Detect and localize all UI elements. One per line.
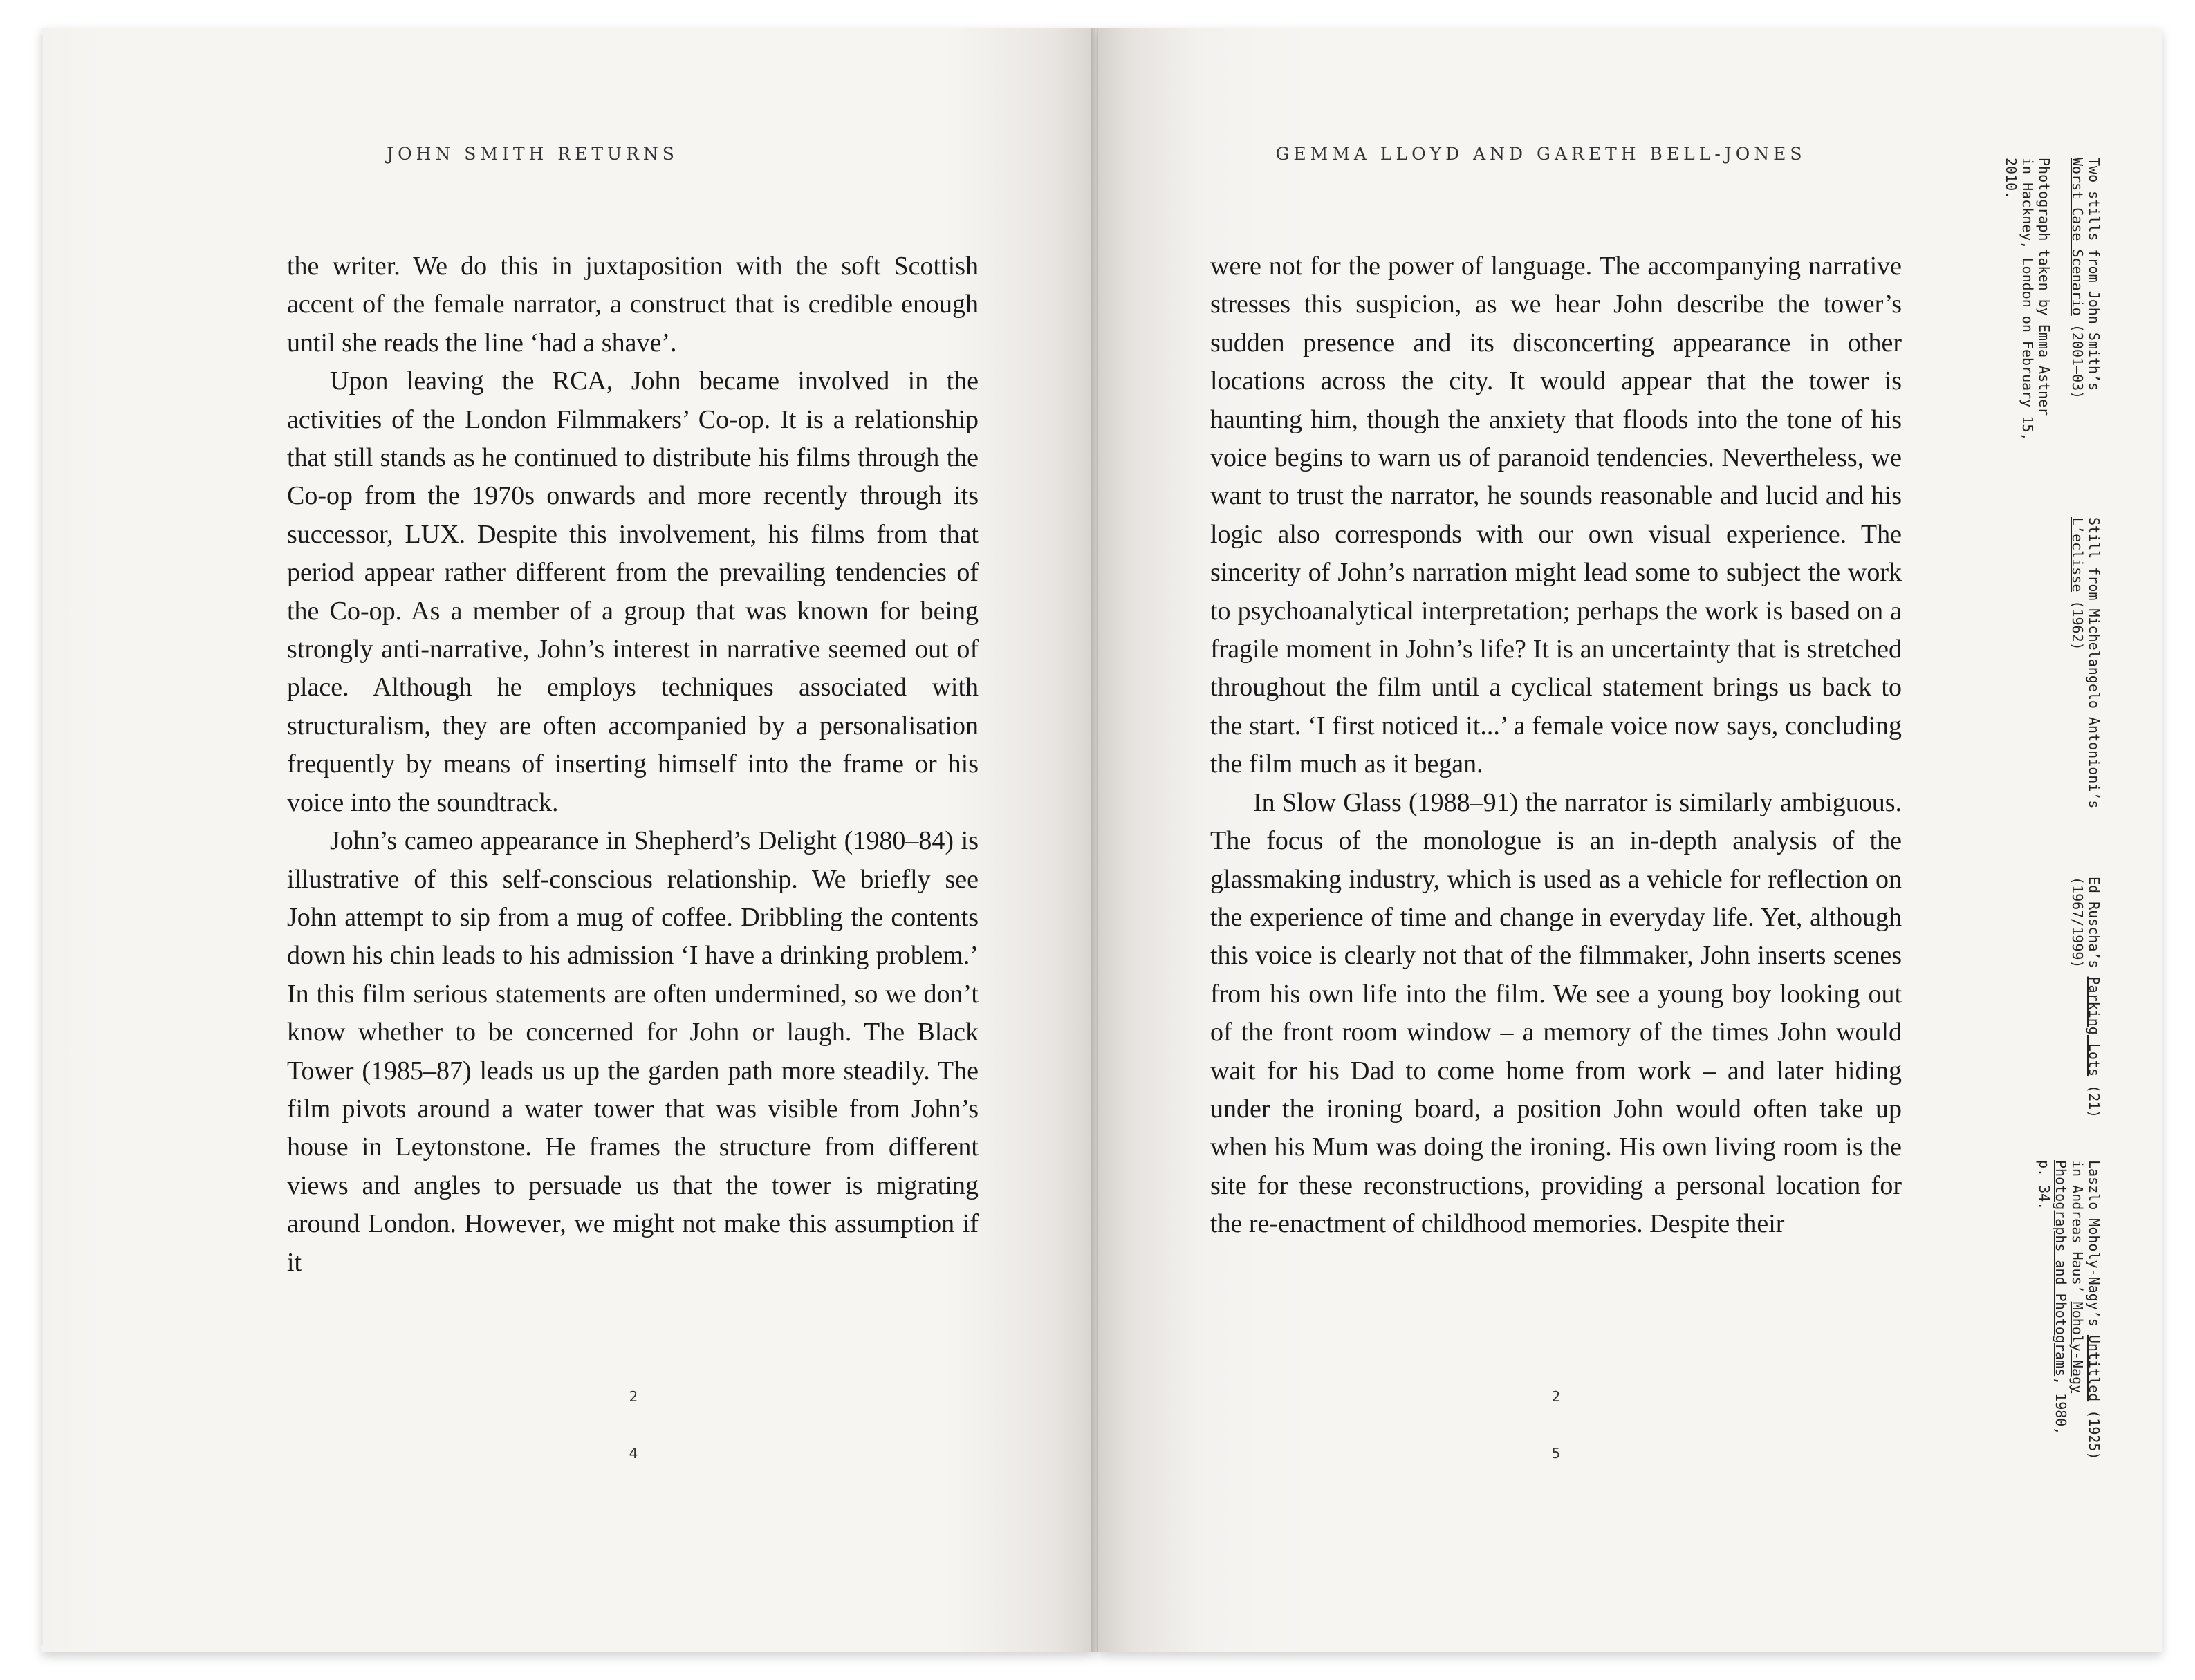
caption-text: Photograph taken by Emma Astner (2036, 158, 2053, 416)
caption-title: L’eclisse (2069, 517, 2086, 592)
page-edge (41, 35, 43, 1645)
caption-text: in Andreas Haus’ (2069, 1160, 2086, 1302)
caption-parking-lots (2069, 877, 2102, 1118)
caption-text: (1962) (2069, 592, 2086, 651)
sidebar-captions (1936, 158, 2102, 1460)
paragraph: the writer. We do this in juxtaposition with the soft Scottish accent of the female narrator, a construct that is credible enough until she reads the line ‘had a shave’. (287, 252, 979, 357)
page-number-top-left: 2 (629, 1388, 638, 1405)
caption-title: Photographs and Photograms (2053, 1160, 2069, 1377)
caption-title: Untitled (2086, 1334, 2102, 1402)
caption-moholy-nagy (2036, 1160, 2102, 1460)
left-page (41, 28, 1095, 1652)
running-head-left: JOHN SMITH RETURNS (387, 144, 678, 164)
caption-text: p. 34. (2036, 1160, 2053, 1211)
caption-worst-case-scenario (2003, 158, 2102, 440)
caption-text: , 1980, (2053, 1376, 2069, 1435)
paragraph: In Slow Glass (1988–91) the narrator is similarly ambiguous. The focus of the monologue is an in-depth analysis of the glassmaking industry, which is used as a vehicle for reflection on the experience of time and change in everyday life. Yet, although this voice is clearly not that of the filmmaker, John inserts scenes from his own life into the film. We see a young boy looking out of the front room window – a memory of the times John would wait for his Dad to come home from work – and later hiding under the ironing board, a position John would often take up when his Mum was doing the ironing. His own living room is the site for these reconstructions, providing a personal location for the re-enactment of childhood memories. Despite their (1210, 787, 1902, 1239)
caption-text: in Hackney, London on February 15, (2019, 158, 2036, 441)
caption-text: Ed Ruscha’s (2086, 877, 2102, 977)
page-number-top-right: 2 (1551, 1388, 1561, 1405)
caption-title: Moholy-Nagy (2069, 1301, 2086, 1394)
caption-text: Two stills from John Smith’s (2086, 158, 2102, 391)
caption-leclisse (2069, 517, 2102, 808)
page-number-bottom-left: 4 (629, 1445, 638, 1462)
caption-text: Laszlo Moholy-Nagy’s (2086, 1160, 2102, 1335)
caption-title: Parking Lots (2086, 976, 2102, 1076)
paragraph: were not for the power of language. The accompanying narrative stresses this suspicion, as we hear John describe the tower’s sudden presence and its disconcerting appearance in other locations across the city. It would appear that the tower is haunting him, though the anxiety that floods into the tone of his voice begins to warn us of paranoid tendencies. Nevertheless, we want to trust the narrator, he sounds reasonable and lucid and his logic also corresponds with our own visual experience. The sincerity of John’s narration might lead some to subject the work to psychoanalytical interpretation; perhaps the work is based on a fragile moment in John’s life? It is an uncertainty that is stretched throughout the film until a cyclical statement brings us back to the start. ‘I first noticed it...’ a female voice now says, concluding the film much as it began. (1210, 252, 1902, 779)
caption-text: (21) (2086, 1076, 2102, 1119)
left-body-text (287, 248, 979, 1282)
caption-text: (1925) (2086, 1401, 2102, 1460)
paragraph: Upon leaving the RCA, John became involved in the activities of the London Filmmakers’ Co-op. It is a relationship that still stands as he continued to distribute his films through the Co-op from the 1970s onwards and more recently through its successor, LUX. Despite this involvement, his films from that period appear rather different from the prevailing tendencies of the Co-op. As a member of a group that was known for being strongly anti-narrative, John’s interest in narrative seemed out of place. Although he employs techniques associated with structuralism, they are often accompanied by a personalisation frequently by means of inserting himself into the frame or his voice into the soundtrack. (287, 366, 979, 817)
caption-text: 2010. (2003, 158, 2019, 200)
right-body-text (1210, 248, 1902, 1244)
caption-text: (2001–03) (2069, 315, 2086, 400)
book-spread (41, 28, 2162, 1652)
caption-text: Still from Michelangelo Antonioni’s (2086, 517, 2102, 809)
caption-title: Worst Case Scenario (2069, 158, 2086, 316)
paragraph: John’s cameo appearance in Shepherd’s Delight (1980–84) is illustrative of this self-conscious relationship. We briefly see John attempt to sip from a mug of coffee. Dribbling the contents down his chin leads to his admission ‘I have a drinking problem.’ In this film serious statements are often undermined, so we don’t know whether to be concerned for John or laugh. The Black Tower (1985–87) leads us up the garden path more steadily. The film pivots around a water tower that was visible from John’s house in Leytonstone. He frames the structure from different views and angles to persuade us that the tower is migrating around London. However, we might not make this assumption if it (287, 826, 979, 1277)
running-head-right: GEMMA LLOYD AND GARETH BELL-JONES (1275, 144, 1806, 164)
caption-text: (1967/1999) (2069, 877, 2086, 969)
page-number-bottom-right: 5 (1551, 1445, 1561, 1462)
